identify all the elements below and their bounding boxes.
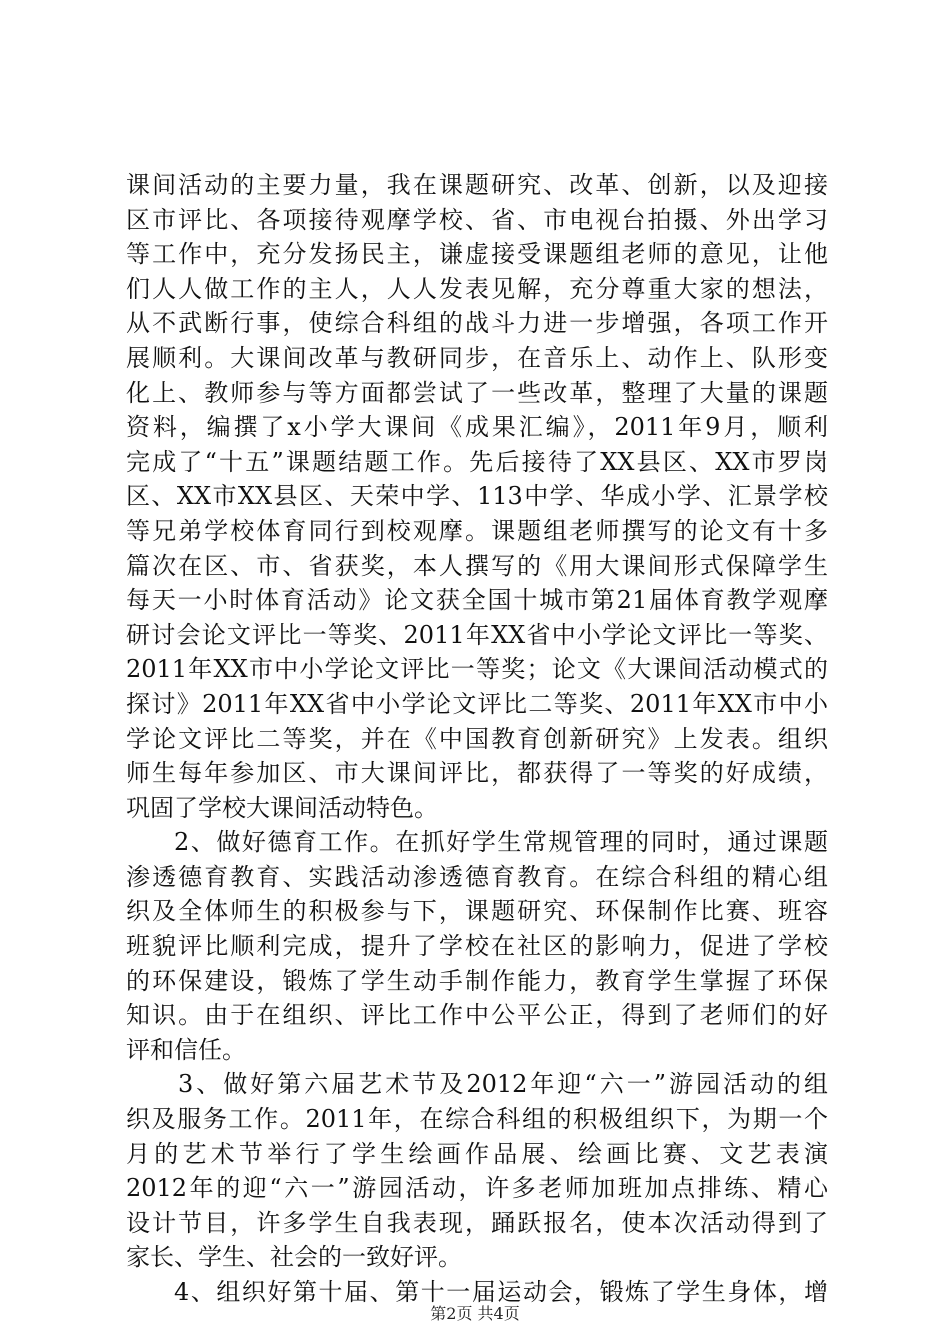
text-line: 展顺利。大课间改革与教研同步，在音乐上、动作上、队形变 [126,343,828,372]
text-line: 织及服务工作。2011年，在综合科组的积极组织下，为期一个 [126,1105,828,1134]
text-line: 探讨》2011年XX省中小学论文评比二等奖、2011年XX市中小 [126,689,828,718]
text-line: 师生每年参加区、市大课间评比，都获得了一等奖的好成绩， [126,759,828,788]
text-line: 渗透德育教育、实践活动渗透德育教育。在综合科组的精心组 [126,862,828,891]
text-line: 们人人做工作的主人，人人发表见解，充分尊重大家的想法， [126,274,828,303]
text-line: 家长、学生、社会的一致好评。 [126,1243,462,1272]
text-line: 学论文评比二等奖，并在《中国教育创新研究》上发表。组织 [126,724,828,753]
paragraph-start-line: 3、做好第六届艺术节及2012年迎“六一”游园活动的组 [178,1070,828,1099]
text-line: 班貌评比顺利完成，提升了学校在社区的影响力，促进了学校 [126,932,828,961]
text-line: 研讨会论文评比一等奖、2011年XX省中小学论文评比一等奖、 [126,620,828,649]
text-line: 篇次在区、市、省获奖，本人撰写的《用大课间形式保障学生 [126,551,828,580]
page-footer: 第2页 共4页 [430,1304,520,1323]
text-line: 设计节目，许多学生自我表现，踊跃报名，使本次活动得到了 [126,1208,828,1237]
text-line: 资料，编撰了x小学大课间《成果汇编》，2011年9月，顺利 [126,413,828,442]
text-line: 从不武断行事，使综合科组的战斗力进一步增强，各项工作开 [126,309,828,338]
text-line: 月的艺术节举行了学生绘画作品展、绘画比赛、文艺表演 [126,1139,828,1168]
text-line: 化上、教师参与等方面都尝试了一些改革，整理了大量的课题 [126,378,828,407]
text-line: 等工作中，充分发扬民主，谦虚接受课题组老师的意见，让他 [126,240,828,269]
text-line: 评和信任。 [126,1035,246,1064]
text-line: 等兄弟学校体育同行到校观摩。课题组老师撰写的论文有十多 [126,516,828,545]
text-line: 巩固了学校大课间活动特色。 [126,793,438,822]
text-line: 完成了“十五”课题结题工作。先后接待了XX县区、XX市罗岗 [126,447,828,476]
paragraph-start-line: 4、组织好第十届、第十一届运动会，锻炼了学生身体，增 [174,1278,828,1306]
text-line: 每天一小时体育活动》论文获全国十城市第21届体育教学观摩 [126,586,828,615]
text-line: 的环保建设，锻炼了学生动手制作能力，教育学生掌握了环保 [126,966,828,995]
text-line: 知识。由于在组织、评比工作中公平公正，得到了老师们的好 [126,1001,828,1030]
text-line: 2012年的迎“六一”游园活动，许多老师加班加点排练、精心 [126,1174,828,1203]
text-line: 区、XX市XX县区、天荣中学、113中学、华成小学、汇景学校 [126,482,828,511]
body-text [126,168,828,1310]
text-line: 课间活动的主要力量，我在课题研究、改革、创新，以及迎接 [126,171,828,199]
paragraph-start-line: 2、做好德育工作。在抓好学生常规管理的同时，通过课题 [174,828,828,857]
text-line: 区市评比、各项接待观摩学校、省、市电视台拍摄、外出学习 [126,205,828,234]
text-line: 2011年XX市中小学论文评比一等奖；论文《大课间活动模式的 [126,655,828,684]
text-line: 织及全体师生的积极参与下，课题研究、环保制作比赛、班容 [126,897,828,926]
